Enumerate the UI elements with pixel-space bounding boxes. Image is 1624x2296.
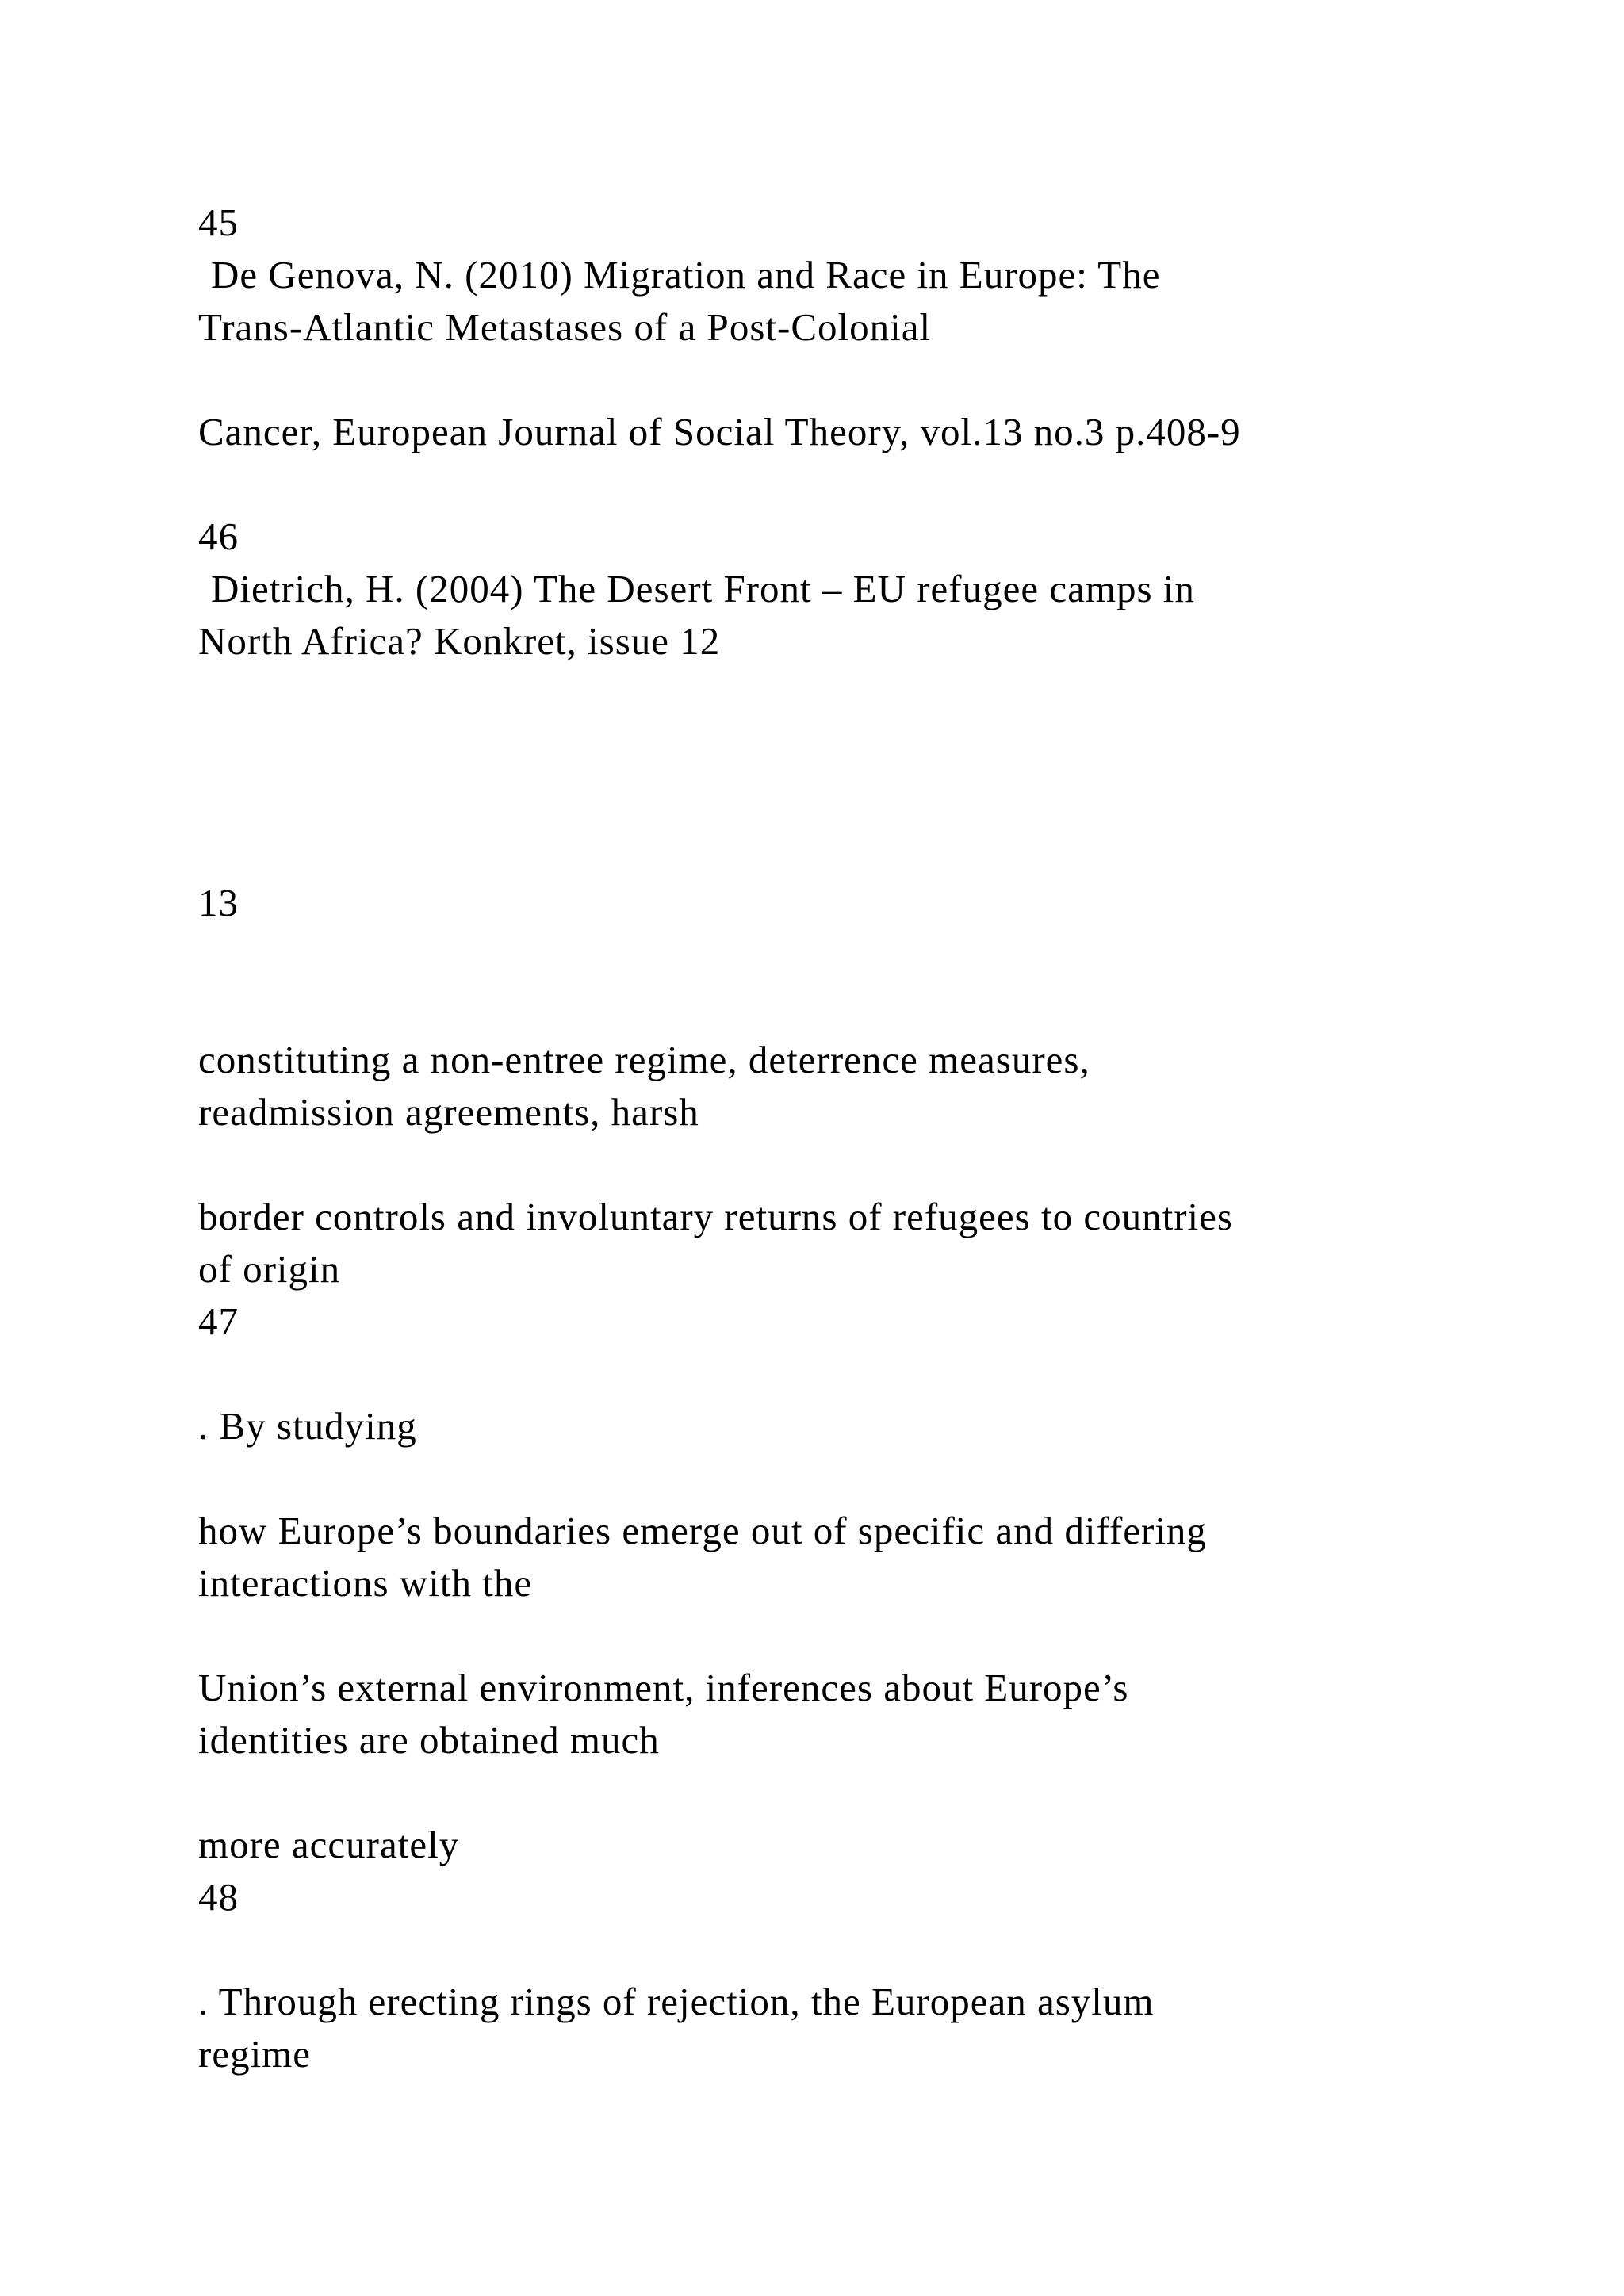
body-text-line: interactions with the [198,1561,533,1605]
body-paragraph-2 [198,1191,1507,1348]
body-paragraph-7 [198,1976,1507,2080]
body-text-line: how Europe’s boundaries emerge out of specific and differing [198,1509,1207,1552]
page-number-block [198,877,1507,929]
body-text-line: border controls and involuntary returns of refugees to countries [198,1195,1233,1238]
body-paragraph-4 [198,1505,1507,1609]
body-text-line: identities are obtained much [198,1718,660,1762]
body-text-line: more accurately [198,1823,460,1866]
footnote-45 [198,197,1507,458]
body-text-line: . Through erecting rings of rejection, the European asylum [198,1980,1155,2023]
body-paragraph-5 [198,1662,1507,1766]
reference-number-48: 48 [198,1875,239,1919]
body-text-line: readmission agreements, harsh [198,1090,699,1134]
footnote-number: 46 [198,515,239,558]
body-paragraph-6 [198,1819,1507,1923]
footnote-text-line: Trans-Atlantic Metastases of a Post-Colonial [198,305,932,349]
footnote-number: 45 [198,201,239,244]
body-text-line: of origin [198,1247,341,1291]
footnote-text-line: North Africa? Konkret, issue 12 [198,619,721,663]
footnote-text-line: Cancer, European Journal of Social Theory, vol.13 no.3 p.408-9 [198,410,1241,453]
footnote-text-line: De Genova, N. (2010) Migration and Race in Europe: The [211,253,1161,297]
footnote-blank-line [198,354,1507,406]
body-text-line: . By studying [198,1404,417,1448]
page-number: 13 [198,881,239,924]
footnote-46 [198,511,1507,668]
body-paragraph-1 [198,1034,1507,1138]
body-text-line: constituting a non-entree regime, deterrence measures, [198,1038,1090,1081]
body-text-line: regime [198,2032,312,2076]
body-text-line: Union’s external environment, inferences about Europe’s [198,1666,1129,1709]
body-paragraph-3 [198,1400,1507,1452]
footnote-text-line: Dietrich, H. (2004) The Desert Front – EU refugee camps in [211,567,1195,610]
reference-number-47: 47 [198,1299,239,1343]
